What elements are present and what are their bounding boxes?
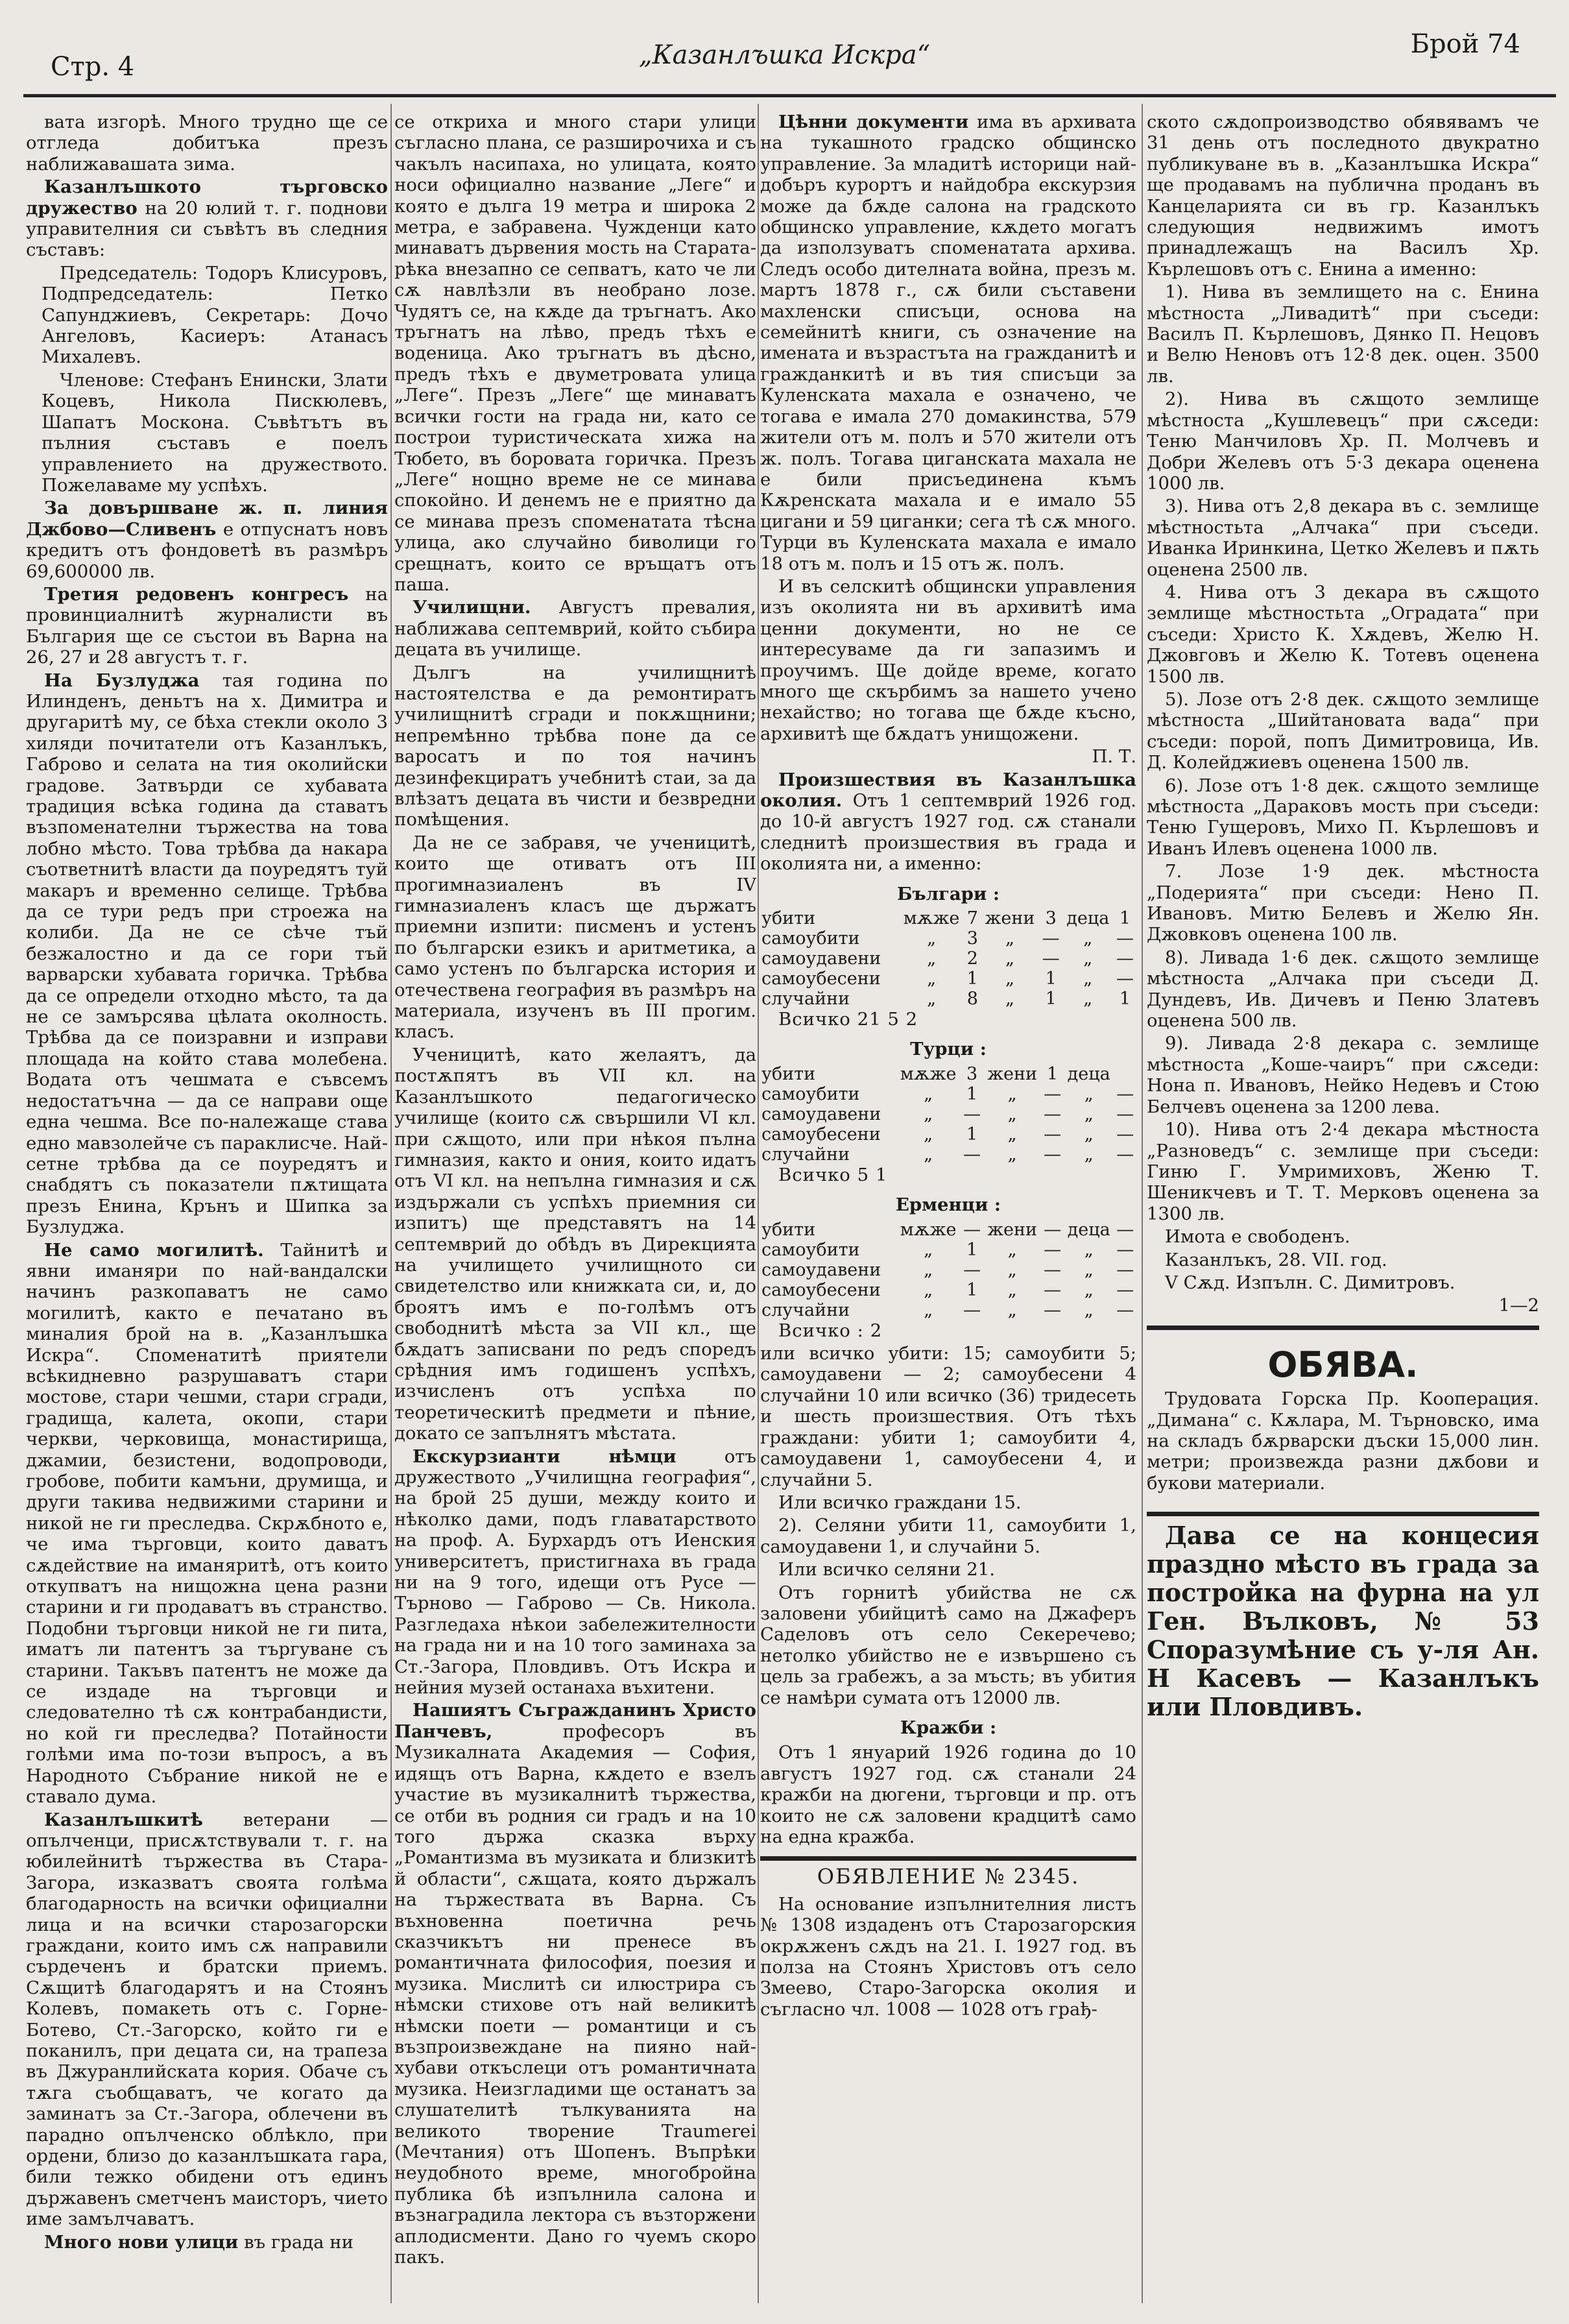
column-divider: [1142, 104, 1143, 2303]
stats-cell: 1: [1047, 1063, 1059, 1084]
article-paragraph: [760, 1515, 1136, 1557]
article-headline: Произшествия въ Казанлъшка околия.: [760, 769, 1136, 811]
article-text: 5). Лозе отъ 2·8 дек. сѫщото землище мѣстноста „Шийтановата вада“ при съседи: порой, попъ Димитровица, Ив. Д. Колейджиевъ оценена 1500 лв.: [1147, 688, 1539, 773]
stats-cell: самоудавени: [761, 949, 881, 969]
stats-cell: деца: [1067, 1063, 1110, 1084]
stats-cell: „: [927, 928, 937, 949]
stats-cell: —: [1116, 969, 1134, 989]
article-text: Отъ 1 септемврий 1926 год. до 10-й августъ 1927 год. сѫ станали следнитѣ произшествия въ града и околията ни, а именно:: [760, 790, 1136, 875]
stats-heading-turci: Турци :: [910, 1039, 987, 1060]
stats-cell: случайни: [761, 989, 850, 1010]
stats-cell: „: [924, 1300, 933, 1320]
stats-table-turci: [760, 1064, 1136, 1165]
article-text: Тайнитѣ и явни иманяри по най-вандалски начинъ разкопаватъ не само могилитѣ, както е печатано въ миналия брой на в. „Казанлъшка Искра“. Споменатитѣ приятели всѣкидневно разрушаватъ стари мостове, стари чешми, стари сгради, градища, калета, окопи, стари черкви, черковища, монастирища, джамии, безистени, водопроводи, гробове, побити камъни, друмища, и други такива недвижими старини и никой не ги преследва. Скрѫбното е, че има търговци, които даватъ сѫдействие на иманяритѣ, отъ които откупватъ на нищожна цена разни старини и ги продаватъ въ странство. Подобни търговци никой не ги пита, иматъ ли патентъ за търгуване съ старини. Такъвъ патентъ не може да се издаде на търговци и следователно тѣ сѫ контрабандисти, но кой ги преследва? Потайности голѣми има по-този въпросъ, а въ Народното Събрание никой не е ставало дума.: [26, 1239, 388, 1808]
stats-cell: „: [1007, 1239, 1017, 1260]
stats-cell: случайни: [761, 1144, 850, 1165]
stats-cell: 1: [1045, 989, 1057, 1010]
stats-cell: —: [1044, 1300, 1062, 1320]
stats-cell: „: [927, 949, 937, 969]
article-paragraph: [26, 584, 388, 668]
stats-cell: 2: [966, 949, 978, 969]
obyavlenie-title: ОБЯВЛЕНИЕ № 2345.: [817, 1864, 1080, 1889]
stats-row: [760, 1144, 1136, 1165]
stats-cell: самоубесени: [761, 1279, 881, 1300]
article-paragraph: [1147, 1250, 1539, 1270]
stats-cell: —: [1116, 928, 1134, 949]
stats-cell: самоубити: [761, 1239, 860, 1260]
article-text: вата изгорѣ. Много трудно ще се отгледа добитъка презъ наближавашата зима.: [26, 112, 388, 175]
stats-cell: „: [1005, 989, 1014, 1010]
article-text: Дългъ на училищнитѣ настоятелства е да ремонтиратъ училищнитѣ сгради и покѫщнини; непремѣнно трѣбва поне да се варосатъ и по тоя начинъ дезинфекциратъ учебнитѣ стаи, за да влѣзатъ децата въ чисти и безвредни помѣщения.: [394, 662, 756, 830]
stats-cell: „: [1083, 949, 1093, 969]
stats-cell: —: [1116, 1259, 1134, 1280]
stats-cell: „: [1084, 1083, 1094, 1104]
obyavlenie-text: На основание изпълнителния листъ № 1308 издаденъ отъ Старозагорския окрѫженъ сѫдъ на 21. I. 1927 год. въ полза на Стоянъ Христовъ отъ село Змеево, Старо-Загорска околия и съгласно чл. 1008 — 1028 отъ грађ-: [760, 1893, 1136, 2020]
krajbi-heading: Кражби :: [900, 1717, 997, 1738]
stats-cell: „: [1007, 1300, 1017, 1320]
column-3: [760, 112, 1136, 2298]
article-text: Казанлъкъ, 28. VII. год.: [1165, 1249, 1387, 1270]
stats-cell: жени: [987, 1219, 1038, 1240]
stats-cell: „: [924, 1279, 933, 1300]
stats-row: [760, 1084, 1136, 1104]
stats-cell: мѫже: [900, 1063, 957, 1084]
article-paragraph: [26, 1240, 388, 1808]
article-text: 6). Лозе отъ 1·8 дек. сѫщото землище мѣстноста „Дараковъ мость при съседи: Теню Гущеровъ, Михо П. Кърлешовъ и Иванъ Илевъ оценена 1000 лв.: [1147, 775, 1539, 859]
stats-cell: „: [1083, 989, 1093, 1010]
stats-cell: мѫже: [903, 908, 960, 929]
stats-cell: —: [963, 1144, 981, 1165]
stats-row: [760, 1064, 1136, 1084]
article-text: отъ дружеството „Училищна география“, на брой 25 души, между които и нѣколко дами, подъ главатарството на проф. А. Бурхардъ отъ Иенския университетъ, пристигнаха въ града ни на 9 того, идещи отъ Русе — Търново — Габрово — Св. Никола. Разгледаха нѣкои забележителности на града ни и на 10 того заминаха за Ст.-Загора, Пловдивъ. Отъ Искра и нейния музей останаха въхитени.: [394, 1446, 756, 1699]
article-headline: Третия редовенъ конгресъ: [44, 583, 349, 605]
stats-cell: „: [927, 989, 937, 1010]
article-paragraph: [1147, 947, 1539, 1032]
stats-cell: 1: [966, 969, 978, 989]
stats-cell: „: [1083, 969, 1093, 989]
stats-cell: „: [1083, 928, 1093, 949]
stats-cell: „: [1084, 1144, 1094, 1165]
stats-cell: жени: [987, 1063, 1038, 1084]
stats-cell: —: [1044, 1239, 1062, 1260]
stats-cell: —: [1044, 1259, 1062, 1280]
article-paragraph: [26, 2232, 388, 2253]
stats-cell: —: [1116, 1300, 1134, 1320]
article-text: има въ архивата на тукашното градско общинско управление. За младитѣ историци най-добъръ курортъ и найдобра екскурзия може да бѫде салона на градското общинско управление, кѫдето могатъ да използуватъ споменатата архива. Следъ особо дителната война, презъ м. мартъ 1878 г., сѫ били съставени махленски списъци, основа на семейнитѣ книги, съ означение на имената и възрастъта на гражданитѣ и гражданкитѣ и въ тия списъци за Куленската махала е означено, че тогава е имала 270 домакинства, 579 жители отъ м. полъ и 570 жители отъ ж. полъ. Тогава циганската махала не е били присъединена къмъ Кѫренската махала и е имало 55 цигани и 59 циганки; сега тѣ сѫ много. Турци въ Куленската махала е имало 18 отъ м. полъ и 15 отъ ж. полъ.: [760, 112, 1136, 574]
stats-row: [760, 1300, 1136, 1320]
article-paragraph: [760, 746, 1136, 767]
stats-cell: самоубесени: [761, 1124, 881, 1144]
article-headline: За довършване ж. п. линия Джбово—Сливенъ: [26, 498, 388, 540]
article-paragraph: [26, 176, 388, 261]
stats-cell: „: [1084, 1259, 1094, 1280]
article-text: Отъ горнитѣ убийства не сѫ заловени убийцитѣ само на Джаферъ Саделовъ отъ село Секеречево; нетолко убийство не е извършено съ цель за грабежъ, а за мъсть; въ убития се намѣри сумата отъ 12000 лв.: [760, 1582, 1136, 1708]
article-paragraph: [394, 1045, 756, 1444]
stats-cell: „: [1084, 1239, 1094, 1260]
stats-cell: самоубити: [761, 1083, 860, 1104]
article-paragraph: [394, 662, 756, 830]
stats-cell: деца: [1066, 908, 1110, 929]
article-headline: Нашиятъ Съгражданинъ Христо Панчевъ,: [394, 1700, 756, 1742]
stats-cell: 3: [966, 1063, 978, 1084]
article-headline: Много нови улици: [44, 2231, 239, 2253]
article-headline: Цѣнни документи: [778, 112, 969, 132]
article-paragraph: [760, 1582, 1136, 1708]
stats-cell: случайни: [761, 1300, 850, 1320]
article-text: 7. Лозе 1·9 дек. мѣстноста „Подерията“ при съседи: Нено П. Ивановъ. Митю Белевъ и Желю Ян. Джовковъ оценена 100 лв.: [1147, 861, 1539, 945]
article-paragraph: [1147, 1295, 1539, 1316]
stats-cell: —: [1042, 928, 1060, 949]
article-text: 9). Ливада 2·8 декара с. землище мѣстноста „Коше-чаиръ“ при сѫседи: Нона п. Ивановъ, Нейко Недевъ и Стою Белчевъ оценена за 1200 лева.: [1147, 1033, 1539, 1117]
stats-cell: „: [1084, 1124, 1094, 1144]
stats-cell: 3: [966, 928, 978, 949]
article-text: професоръ въ Музикалната Академия — София, идящъ отъ Варна, кѫдето е взелъ участие въ музикалнитѣ тържества, се отби въ родния си градъ и на 10 того държа сказка върху „Романтизма въ музиката и близкитѣ й области“, сѫщата, която държалъ на тържествата въ Варна. Съ въхновенна поетична речь сказчикътъ ни пренесе въ романтичната философия, поезия и музика. Мислитѣ си илюстрира съ нѣмски стихове отъ най великитѣ нѣмски поети — романтици и съ възпроизвеждане на пияно най-хубави откъслеци отъ романтичната музика. Неизгладими ще останатъ за слушателитѣ тълкуванията на великото творение Traumerei (Мечтания) отъ Шопенъ. Въпрѣки неудобното време, многобройна публика бѣ изпълнила салона и възнаградила лектора съ възторжени аплодисменти. Дано го чуемъ скоро пакъ.: [394, 1721, 756, 2268]
article-text: се откриха и много стари улици съгласно плана, се разширочиха и съ чакълъ насипаха, но улицата, която носи официално название „Леге“ и която е дълга 19 метра и широка 2 метра, е забравена. Чужденци като минаватъ дървения мость на Старата-рѣка внезапно се сепватъ, като че ли сѫ навлѣзли въ необрано лозе. Чудятъ се, на кѫде да тръгнатъ. Ако тръгнатъ на лѣво, предъ тѣхъ е воденица. Ако тръгнатъ въ дѣсно, предъ тѣхъ е двуметровата улица „Леге“. Презъ „Леге“ ще минаватъ всички гости на града ни, като се построи туристическата хижа на Тюбето, въ боровата горичка. Презъ „Леге“ нощно време не се минава спокойно. И денемъ не е приятно да се минава презъ споменатата тѣсна улица, ако случайно биволици го срещнатъ, които се връщатъ отъ паша.: [394, 112, 756, 595]
stats-cell: 1: [966, 1124, 978, 1144]
article-paragraph: [26, 263, 388, 368]
article-paragraph: [1147, 282, 1539, 387]
article-headline: Казанлъшкото търговско дружество: [26, 176, 388, 219]
stats-row: [760, 908, 1136, 928]
stats-cell: —: [1044, 1219, 1062, 1240]
stats-cell: 1: [966, 1083, 978, 1104]
stats-cell: „: [924, 1104, 933, 1124]
article-text: Или всичко граждани 15.: [778, 1492, 1022, 1513]
stats-cell: —: [1044, 1104, 1062, 1124]
article-paragraph: [1147, 496, 1539, 580]
stats-cell: „: [1007, 1124, 1017, 1144]
stats-cell: „: [1007, 1279, 1017, 1300]
stats-cell: убити: [761, 1063, 816, 1084]
stats-cell: 1: [966, 1239, 978, 1260]
stats-heading-ermeni: Ерменци :: [895, 1194, 1001, 1216]
stats-cell: „: [1007, 1083, 1017, 1104]
stats-cell: —: [1044, 1144, 1062, 1165]
stats-cell: мѫже: [900, 1219, 957, 1240]
stats-cell: „: [1007, 1259, 1017, 1280]
stats-cell: —: [1116, 1144, 1134, 1165]
stats-cell: „: [927, 969, 937, 989]
stats-cell: 1: [1045, 969, 1057, 989]
article-text: тая година по Илинденъ, деньтъ на х. Димитра и другаритѣ му, се бѣха стекли около 3 хиляди почитатели отъ Казанлъкъ, Габрово и селата на тия околийски градове. Затвърди се хубавата традиция всѣка година да ставатъ възпоменателни тържества на това лобно мѣсто. Това трѣбва да накара съответнитѣ власти да поуредятъ туй макаръ и временно селище. Трѣбва да се тури редъ при строежа на колиби. Да не се сѣче тъй безжалостно и да се гори тъй варварски хубавата горичка. Трѣбва да се определи отходно мѣсто, та да не се замърсява цѣлата околность. Трѣбва да се поизравни и изправи площада на който става молебена. Водата отъ чешмата е съвсемъ недостатъчна — да се направи още една чешма. Все по-належаще става едно мавзолейче съ параклисче. Най-сетне трѣбва да се поуредятъ и снабдятъ съ показатели пѫтищата презъ Енина, Крънъ и Шипка за Бузлуджа.: [26, 670, 388, 1238]
stats-cell: 3: [1045, 908, 1057, 929]
stats-cell: „: [924, 1083, 933, 1104]
article-paragraph: [1147, 112, 1539, 280]
article-text: или всичко убити: 15; самоубити 5; самоудавени — 2; самоубесени 4 случайни 10 или всичко (36) тридесеть и шесть произшествия. Отъ тѣхъ граждани: убити 1; самоубити 4, самоудавени 1, самоубесени 4, и случайни 5.: [760, 1343, 1136, 1490]
article-text: Да не се забравя, че ученицитѣ, които ще отиватъ отъ III прогимназиаленъ въ IV гимназиаленъ класъ ще държатъ приемни изпити: писменъ и устенъ по български езикъ и аритметика, а само устенъ по българска история и отечествена география въ размѣръ на материала, изученъ въ III прогим. класъ.: [394, 832, 756, 1043]
stats-row: [760, 949, 1136, 969]
stats-cell: —: [1116, 1083, 1134, 1104]
newspaper-title: „Казанлъшка Искра“: [638, 40, 931, 70]
stats-row: [760, 1280, 1136, 1300]
article-paragraph: [760, 1343, 1136, 1490]
stats-cell: „: [1084, 1300, 1094, 1320]
stats-cell: —: [1116, 1219, 1134, 1240]
header-rule: [23, 94, 1556, 97]
stats-cell: —: [1042, 949, 1060, 969]
article-text: на провинциалнитѣ журналисти въ България ще се състои въ Варна на 26, 27 и 28 августъ т. г.: [26, 583, 388, 668]
stats-cell: убити: [761, 1219, 816, 1240]
section-rule: [1147, 1512, 1539, 1516]
article-headline: Екскурзианти нѣмци: [413, 1446, 677, 1467]
stats-total-turci: Всичко 5 1: [778, 1164, 888, 1185]
stats-cell: „: [924, 1259, 933, 1280]
article-paragraph: [760, 576, 1136, 744]
stats-cell: убити: [761, 908, 816, 929]
article-text: 1). Нива въ землището на с. Енина мѣстноста „Ливадитѣ“ при съседи: Василъ П. Кърлешовъ, Дянко П. Нецовъ и Велю Неновъ отъ 12·8 дек. оцен. 3500 лв.: [1147, 282, 1539, 387]
article-headline: Училищни.: [413, 597, 531, 618]
article-text: е отпуснатъ новъ кредитъ отъ фондоветѣ въ размѣръ 69,600000 лв.: [26, 518, 388, 582]
stats-cell: „: [1007, 1144, 1017, 1165]
issue-number: Брой 74: [1410, 29, 1520, 59]
article-paragraph: [26, 112, 388, 175]
stats-cell: „: [1084, 1279, 1094, 1300]
article-text: ветерани — опълченци, присѫтствували т. г. на юбилейнитѣ тържества въ Стара-Загора, изказватъ своята голѣма благодарность на всички официални лица и на всички старозагорски граждани, които имъ сѫ направили сърдеченъ и братски приемъ. Сѫщитѣ благодарятъ и на Стоянъ Колевъ, помакеть отъ с. Горне-Ботево, Ст.-Загорско, който ги е поканилъ, при децата си, на трапеза въ Джуранлийската кория. Обаче съ тѫга съобщаватъ, че когато да заминатъ за Ст.-Загора, облечени въ парадно опълченско облѣкло, при ордени, близо до казанлъшката гара, били тежко обидени отъ единъ държавенъ сметченъ маисторъ, чието име замълчаватъ.: [26, 1809, 388, 2230]
article-paragraph: [1147, 1119, 1539, 1224]
article-paragraph: [394, 597, 756, 660]
column-divider: [390, 104, 392, 2303]
stats-cell: 7: [966, 908, 978, 929]
stats-cell: —: [963, 1104, 981, 1124]
column-divider: [758, 104, 759, 2303]
article-text: ското сѫдопроизводство обявявамъ че 31 день отъ последното двукратно публикуване въ в. „Казанлъшка Искра“ ще продавамъ на публична проданъ въ Канцеларията си въ гр. Казанлъкъ следующия недвижимъ имотъ принадлежащъ на Василъ Хр. Кърлешовъ отъ с. Енина а именно:: [1147, 112, 1539, 280]
stats-row: [760, 969, 1136, 989]
obyava-text: Трудовата Горска Пр. Кооперация. „Димана“ с. Кѫлара, М. Търновско, има на складъ бѫрварски дъски 15,000 лин. метри; произвежда разни дѫбови и букови материали.: [1147, 1388, 1539, 1494]
article-paragraph: [760, 769, 1136, 875]
article-text: на 20 юлий т. г. поднови управителния си съвѣтъ въ следния съставъ:: [26, 197, 388, 261]
stats-cell: „: [1005, 969, 1014, 989]
article-text: 2). Нива въ сѫщото землище мѣстноста „Кушлевецъ“ при сѫседи: Теню Манчиловъ Хр. П. Молчевъ и Добри Желевъ отъ 5·3 декара оценена 1000 лв.: [1147, 389, 1539, 494]
article-text: V Сѫд. Изпълн. С. Димитровъ.: [1165, 1272, 1455, 1293]
stats-cell: самоудавени: [761, 1104, 881, 1124]
stats-cell: „: [1005, 949, 1014, 969]
article-text: 4. Нива отъ 3 декара въ сѫщото землище мѣстностьта „Оградата“ при съседи: Христо К. Хѫдевъ, Желю Н. Джовговъ и Желю К. Тотевъ оценена 1500 лв.: [1147, 581, 1539, 687]
article-paragraph: [394, 112, 756, 595]
stats-cell: —: [963, 1259, 981, 1280]
page-number: Стр. 4: [51, 52, 135, 82]
stats-cell: „: [924, 1144, 933, 1165]
stats-cell: 1: [966, 1279, 978, 1300]
article-paragraph: [26, 1810, 388, 2230]
article-text: Или всичко селяни 21.: [778, 1559, 996, 1580]
article-text: 8). Ливада 1·6 дек. сѫщото землище мѣстноста „Алчака при съседи Д. Дундевъ, Ив. Дичевъ и Пеню Златевъ оценена 500 лв.: [1147, 947, 1539, 1032]
stats-cell: —: [1116, 1279, 1134, 1300]
stats-cell: —: [1116, 1239, 1134, 1260]
stats-cell: „: [924, 1124, 933, 1144]
section-rule: [760, 1856, 1136, 1861]
article-text: Ученицитѣ, като желаятъ, да постѫпятъ въ VII кл. на Казанлъшкото педагогическо училище (които сѫ свършили VI кл. при сѫщото, или при нѣкоя пълна гимназия, както и ония, които идатъ отъ VI кл. на непълна гимназия и сѫ издържали съ успѣхъ приемния си изпитъ) ще представятъ на 14 септемврий до обѣдъ въ Дирекцията на училището училищното си свидетелство или книжката си, и, до броятъ имъ е по-голѣмъ отъ свободнитѣ мѣста за VII кл., ще бѫдатъ записвани по редъ споредъ срѣдния имъ годишенъ успѣхъ, изчисленъ отъ успѣха по теоретическитѣ предмети и пѣние, докато се запълнятъ мѣстата.: [394, 1044, 756, 1444]
article-paragraph: [394, 832, 756, 1043]
stats-cell: 1: [1119, 989, 1131, 1010]
article-text: 1—2: [1498, 1295, 1539, 1316]
stats-row: [760, 1124, 1136, 1144]
article-text: Августъ превалия, наближава септемврий, който събира децата въ училище.: [394, 597, 756, 660]
stats-cell: —: [963, 1219, 981, 1240]
column-2: [394, 112, 756, 2298]
krajbi-text: Отъ 1 януарий 1926 година до 10 августъ 1927 год. сѫ станали 24 кражби на дюгени, търговци и пр. отъ които не сѫ заловени крадцитѣ само на една кражба.: [760, 1742, 1136, 1847]
stats-cell: самоубити: [761, 928, 860, 949]
stats-cell: —: [1116, 1104, 1134, 1124]
stats-row: [760, 989, 1136, 1009]
stats-cell: —: [1116, 1124, 1134, 1144]
article-paragraph: [1147, 1272, 1539, 1293]
article-paragraph: [1147, 389, 1539, 494]
stats-cell: —: [1044, 1083, 1062, 1104]
stats-total-bulgari: Всичко 21 5 2: [778, 1009, 918, 1030]
stats-row: [760, 928, 1136, 949]
stats-cell: —: [1044, 1124, 1062, 1144]
column-1: [26, 112, 388, 2298]
stats-cell: [1114, 1064, 1136, 1084]
stats-row: [760, 1104, 1136, 1124]
stats-cell: —: [1116, 949, 1134, 969]
stats-heading-bulgari: Българи :: [896, 883, 1000, 904]
article-paragraph: [1147, 1226, 1539, 1247]
stats-table-bulgari: [760, 908, 1136, 1009]
article-paragraph: [1147, 689, 1539, 773]
section-rule: [1147, 1325, 1539, 1330]
article-text: въ града ни: [244, 2231, 353, 2253]
article-headline: Казанлъшкитѣ: [44, 1809, 204, 1830]
stats-cell: деца: [1067, 1219, 1110, 1240]
article-text: 10). Нива отъ 2·4 декара мѣстноста „Разноведъ“ с. землище при съседи: Гиню Г. Умримиховъ, Женю Т. Шеникчевъ и Т. Т. Мерковъ оценена за 1300 лв.: [1147, 1119, 1539, 1224]
article-headline: Не само могилитѣ.: [44, 1239, 264, 1261]
obyava-title: ОБЯВА.: [1267, 1344, 1419, 1385]
article-text: П. Т.: [1092, 746, 1136, 768]
stats-cell: —: [963, 1300, 981, 1320]
stats-row: [760, 1260, 1136, 1280]
stats-cell: 1: [1119, 908, 1131, 929]
stats-cell: „: [924, 1239, 933, 1260]
stats-cell: —: [1044, 1279, 1062, 1300]
dava-ad-text: Дава се на концесия праздно мѣсто въ града за постройка на фурна на ул Ген. Вълковъ, № 53 Споразумѣние съ у-ля Ан. Н Касевъ — Казанлъкъ или Пловдивъ.: [1147, 1521, 1539, 1722]
stats-cell: самоубесени: [761, 969, 881, 989]
stats-cell: самоудавени: [761, 1259, 881, 1280]
article-text: 3). Нива отъ 2,8 декара въ с. землище мѣстностьта „Алчака“ при съседи. Иванка Иринкина, Цетко Желевъ и пѫть оценена 2500 лв.: [1147, 496, 1539, 580]
article-paragraph: [760, 112, 1136, 574]
article-headline: На Бузлуджа: [44, 670, 200, 691]
article-paragraph: [26, 670, 388, 1238]
article-text: И въ селскитѣ общински управления изъ околията ни въ архивитѣ има ценни документи, но не се интересуваме да ги запазимъ и проучимъ. Ще дойде време, когато много ще скърбимъ за нашето учено нехайство; но тогава ще бѫде късно, архивитѣ ще бѫдатъ унищожени.: [760, 575, 1136, 744]
article-paragraph: [760, 1492, 1136, 1513]
article-text: Членове: Стефанъ Енински, Злати Коцевъ, Никола Пискюлевъ, Шапатъ Москона. Съвѣтътъ въ пълния съставъ е поелъ управлението на дружеството. Пожелаваме му успѣхъ.: [42, 369, 388, 496]
article-text: Председатель: Тодоръ Клисуровъ, Подпредседатель: Петко Сапунджиевъ, Секретарь: Дочо Ангеловъ, Касиеръ: Атанасъ Михалевъ.: [42, 262, 388, 368]
article-paragraph: [1147, 1033, 1539, 1117]
article-text: 2). Селяни убити 11, самоубити 1, самоудавени 1, и случайни 5.: [760, 1515, 1136, 1557]
stats-table-ermeni: [760, 1220, 1136, 1320]
stats-total-ermeni: Всичко : 2: [778, 1320, 883, 1341]
column-4: [1147, 112, 1539, 2298]
article-paragraph: [394, 1446, 756, 1699]
stats-cell: „: [1007, 1104, 1017, 1124]
stats-cell: жени: [985, 908, 1035, 929]
article-paragraph: [1147, 582, 1539, 687]
article-paragraph: [26, 370, 388, 496]
stats-cell: „: [1005, 928, 1014, 949]
article-paragraph: [394, 1700, 756, 2268]
stats-row: [760, 1240, 1136, 1260]
article-paragraph: [760, 1559, 1136, 1580]
stats-row: [760, 1220, 1136, 1240]
article-text: Имота е свободенъ.: [1165, 1226, 1350, 1248]
article-paragraph: [26, 498, 388, 582]
stats-cell: 8: [966, 989, 978, 1010]
stats-cell: „: [1084, 1104, 1094, 1124]
article-paragraph: [1147, 775, 1539, 860]
article-paragraph: [1147, 861, 1539, 945]
